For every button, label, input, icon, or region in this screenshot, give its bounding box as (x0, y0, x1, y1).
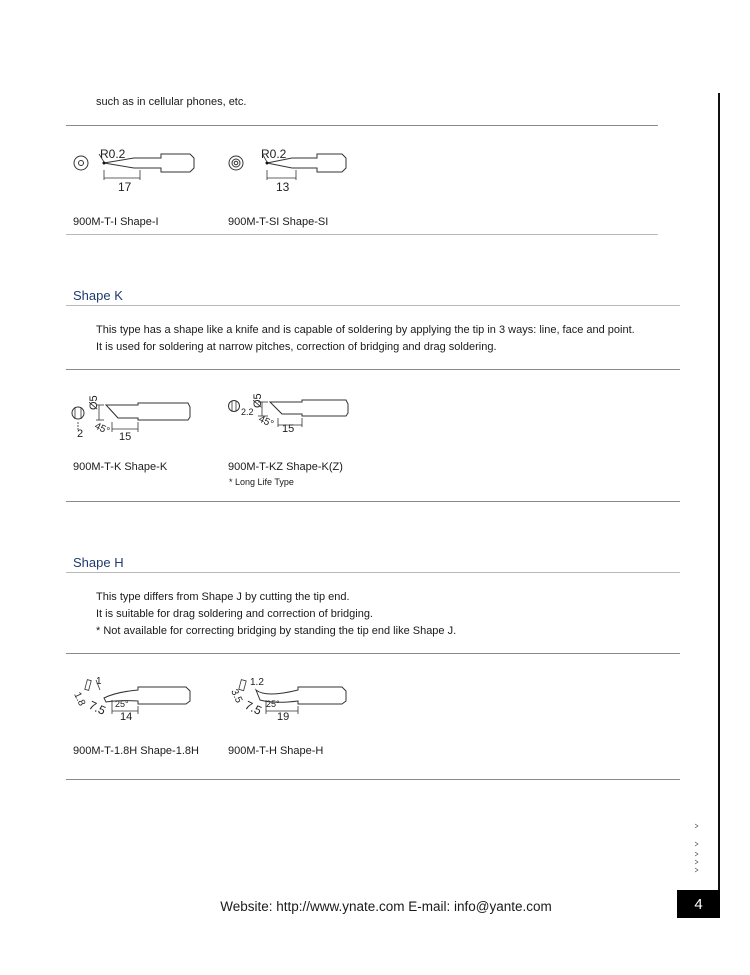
tip-caption: 900M-T-H Shape-H (228, 745, 324, 757)
shape-k-description: It is used for soldering at narrow pitches, correction of bridging and drag soldering. (96, 341, 497, 353)
section-title-shape-h: Shape H (73, 555, 124, 570)
page-number: 4 (677, 890, 720, 918)
tip-label: 1.2 (250, 677, 264, 688)
angle-label: 25° (115, 699, 129, 709)
shape-h-description: It is suitable for drag soldering and correction of bridging. (96, 608, 373, 620)
offset-label: 7.5 (242, 698, 264, 718)
length-label: 15 (119, 431, 132, 443)
tip-caption: 900M-T-I Shape-I (73, 216, 159, 228)
divider (66, 125, 658, 126)
divider (66, 305, 680, 306)
tip-diagram-i (66, 140, 206, 196)
long-life-note: * Long Life Type (229, 477, 294, 487)
width-label: 2.2 (241, 407, 254, 417)
angle-label: 25° (266, 699, 280, 709)
edge-marks (693, 822, 701, 882)
divider (66, 369, 680, 370)
shape-h-description: * Not available for correcting bridging by standing the tip end like Shape J. (96, 625, 457, 637)
offset-label: 7.5 (86, 698, 108, 718)
length-label: 14 (120, 711, 133, 723)
divider (66, 234, 658, 235)
tip-diagram-kz (222, 388, 362, 444)
section-title-shape-k: Shape K (73, 288, 123, 303)
tip-label: 1 (96, 676, 102, 687)
divider (66, 779, 680, 780)
length-label: 19 (277, 711, 290, 723)
tip-diagram-1-8h (66, 670, 206, 726)
shape-h-description: This type differs from Shape J by cutting the tip end. (96, 591, 350, 603)
footer-contact: Website: http://www.ynate.com E-mail: info@yante.com (220, 899, 552, 914)
tip-diagram-k (66, 388, 206, 444)
length-label: 17 (118, 180, 132, 194)
tip-caption: 900M-T-KZ Shape-K(Z) (228, 461, 343, 473)
tip-diagram-h (222, 670, 362, 726)
length-label: 13 (276, 180, 290, 194)
width-label: 2 (77, 428, 84, 440)
side-label: 3.5 (228, 687, 245, 705)
tip-diagram-si (222, 140, 362, 196)
tip-caption: 900M-T-SI Shape-SI (228, 216, 329, 228)
diameter-label: Ø5 (88, 395, 100, 410)
tip-caption: 900M-T-1.8H Shape-1.8H (73, 745, 199, 757)
divider (66, 501, 680, 502)
intro-text: such as in cellular phones, etc. (96, 96, 247, 108)
side-label: 1.8 (71, 690, 88, 708)
page-edge-bar (718, 93, 720, 890)
angle-label: 45° (256, 413, 276, 431)
angle-label: 45° (92, 420, 112, 438)
diameter-label: Ø5 (252, 393, 264, 408)
radius-label: R0.2 (100, 147, 126, 161)
tip-caption: 900M-T-K Shape-K (73, 461, 168, 473)
length-label: 15 (282, 423, 295, 435)
divider (66, 572, 680, 573)
divider (66, 653, 680, 654)
radius-label: R0.2 (261, 147, 287, 161)
shape-k-description: This type has a shape like a knife and is capable of soldering by applying the tip in 3 ways: line, face and point. (96, 324, 635, 336)
